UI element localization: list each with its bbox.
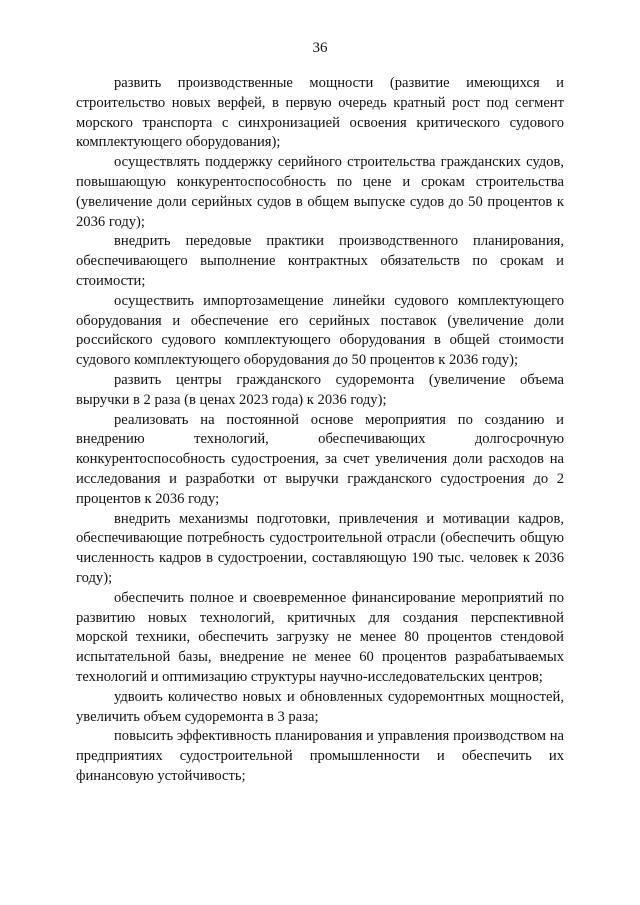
paragraph-import-substitution: осуществить импортозамещение линейки судового комплектующего оборудования и обеспечение его серийных поставок (увеличение доли российского судового комплектующего оборудования в общей стоимости судового комплектующего оборудования до 50 процентов к 2036 году);: [76, 292, 564, 369]
paragraph-management-efficiency: повысить эффективность планирования и управления производством на предприятиях судостроительной промышленности и обеспечить их финансовую устойчивость;: [76, 728, 564, 784]
paragraph-production-planning: внедрить передовые практики производственного планирования, обеспечивающего выполнение контрактных обязательств по срокам и стоимости;: [76, 233, 564, 289]
paragraph-technology-financing: обеспечить полное и своевременное финансирование мероприятий по развитию новых технологий, критичных для создания перспективной морской техники, обеспечить загрузку не менее 80 процентов стендовой испытательной базы, внедрение не менее 60 процентов разрабатываемых технологий и оптимизацию структуры научно-исследовательских центров;: [76, 589, 564, 685]
page-number: 36: [312, 40, 328, 56]
body-text: [76, 74, 564, 787]
paragraph-ship-repair-centers: развить центры гражданского судоремонта (увеличение объема выручки в 2 раза (в ценах 2023 года) к 2036 году);: [76, 371, 564, 408]
paragraph-repair-capacity: удвоить количество новых и обновленных судоремонтных мощностей, увеличить объем судоремонта в 3 раза;: [76, 688, 564, 725]
paragraph-personnel: внедрить механизмы подготовки, привлечения и мотивации кадров, обеспечивающие потребность судостроительной отрасли (обеспечить общую численность кадров в судостроении, составляющую 190 тыс. человек к 2036 году);: [76, 510, 564, 586]
paragraph-technology-development: реализовать на постоянной основе мероприятия по созданию и внедрению технологий, обеспечивающих долгосрочную конкурентоспособность судостроения, за счет увеличения доли расходов на исследования и разработки от выручки гражданского судостроения до 2 процентов к 2036 году;: [76, 411, 564, 507]
paragraph-production-capacity: развить производственные мощности (развитие имеющихся и строительство новых верфей, в первую очередь кратный рост под сегмент морского транспорта с синхронизацией освоения критического судового комплектующего оборудования);: [76, 75, 564, 151]
paragraph-serial-construction: осуществлять поддержку серийного строительства гражданских судов, повышающую конкурентоспособность по цене и срокам строительства (увеличение доли серийных судов в общем выпуске судов до 50 процентов к 2036 году);: [76, 154, 564, 230]
